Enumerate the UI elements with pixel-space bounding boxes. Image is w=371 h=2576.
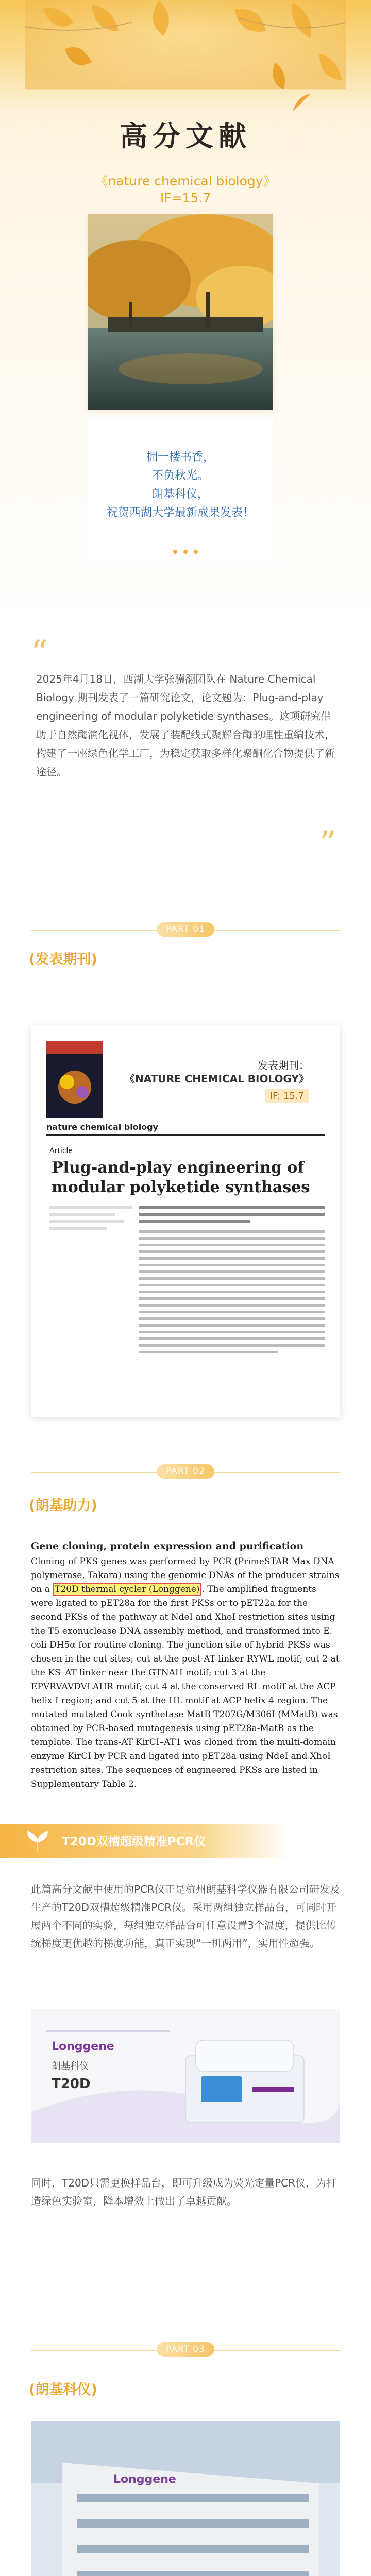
paper-author-block	[139, 1206, 325, 1358]
device-model: T20D	[52, 2076, 91, 2092]
product-description: 此篇高分文献中使用的PCR仪正是杭州朗基科学仪器有限公司研发及生产的T20D双槽超级精准PCR仪。采用两组独立样品台，可同时开展两个不同的实验，每组独立样品台可任意设置3个温度，提供比传统梯度更优越的梯度功能，真正实现“一机两用”，实用性超强。	[31, 1883, 340, 1950]
section-title-support: (朗基助力)	[29, 1498, 97, 1514]
device-caption: 朗基科仪	[52, 2061, 89, 2072]
greeting-card	[88, 417, 273, 562]
ginkgo-leaves-illustration	[0, 0, 371, 134]
pcr-device-image	[31, 2009, 340, 2143]
greeting-line-1: 拥一楼书香，	[146, 451, 214, 464]
article-type: Article	[49, 1147, 73, 1155]
methods-paragraph: Cloning of PKS genes was performed by PCR (PrimeSTAR Max DNA polymerase, Takara) using the genomic DNAs of the producer strains on a T20D thermal cycler (Longgene) . The amplified fragments were ligated to pET28a for the first PKSs or to pET22a for the second PKSs of the pathway at NdeI and XhoI restriction sites using the T5 exonuclease DNA assembly method, and transformed into E. coli DH5α for routine cloning. The junction site of hybrid PKSs was chosen in the cut sites; cut at the post-AT linker RYWL motif; cut 2 at the KS–AT linker near the GTNAH motif; cut 3 at the EPVRVAVDVLAHR motif; cut 4 at the conserved RL motif at the ACP helix I region; and cut 5 at the HL motif at ACP helix 4 region. The mutated mutated Cook synthetase MatB T207G/M306I (MMatB) was obtained by PCR-based mutagenesis using pET28a-MatB as the template. The trans-AT KirCI–AT1 was cloned from the multi-domain enzyme KirCI by PCR and ligated into pET28a using NdeI and XhoI restriction sites. The sequences of engineered PKSs are listed in Supplementary Table 2.	[31, 1556, 340, 1789]
decorative-dots	[0, 546, 371, 556]
device-brand: Longgene	[52, 2040, 114, 2053]
product-upgrade-text: 同时，T20D只需更换样品台，即可升级成为荧光定量PCR仪，为打造绿色实验室，降本增效上做出了卓越贡献。	[31, 2177, 336, 2207]
hero-impact-factor: IF=15.7	[160, 191, 211, 206]
journal-masthead: nature chemical biology	[46, 1122, 159, 1132]
paper-meta-column	[49, 1206, 132, 1234]
ginkgo-leaf-icon	[25, 1828, 50, 1854]
paper-screenshot	[31, 1025, 340, 1417]
highlighted-instrument: T20D thermal cycler (Longgene)	[53, 1583, 201, 1596]
part-01-pill: PART 01	[0, 922, 371, 937]
autumn-lake-photo	[88, 214, 273, 410]
product-banner-title: T20D双槽超级精准PCR仪	[62, 1835, 206, 1849]
section-title-journal: (发表期刊)	[29, 952, 97, 968]
journal-name: 《NATURE CHEMICAL BIOLOGY》	[124, 1073, 309, 1085]
methods-heading: Gene cloning, protein expression and purification	[31, 1540, 304, 1552]
building-sign: Longgene	[113, 2473, 176, 2486]
greeting-line-4: 祝贺西湖大学最新成果发表！	[106, 506, 254, 519]
greeting-line-3: 朗基科仪，	[151, 488, 209, 501]
close-quote-icon: ”	[319, 824, 336, 862]
greeting-line-2: 不负秋光。	[151, 469, 209, 482]
open-quote-icon: “	[31, 634, 48, 672]
paper-title: Plug-and-play engineering of modular polyketide synthases	[52, 1159, 310, 1196]
hero-title: 高分文献	[120, 120, 251, 152]
product-banner	[0, 1824, 289, 1858]
intro-paragraph: 2025年4月18日，西湖大学张骥翻团队在 Nature Chemical Biology 期刊发表了一篇研究论文，论文题为：Plug-and-play engineering of modular polyketide synthases。这项研究借助于自然酶演化视体，发展了装配线式聚解合酶的理性重编技术，构建了一座绿色化学工厂，为稳定获取多样化聚酮化合物提供了新途径。	[36, 673, 335, 778]
impact-factor-badge: IF: 15.7	[265, 1089, 309, 1103]
section-title-company: (朗基科仪)	[29, 2382, 97, 2398]
hero-section	[0, 0, 371, 629]
journal-label: 发表期刊：	[258, 1059, 309, 1072]
masthead-rule	[46, 1134, 325, 1136]
hero-journal-name: 《nature chemical biology》	[95, 174, 276, 189]
part-03-pill: PART 03	[0, 2342, 371, 2357]
methods-excerpt	[31, 1540, 340, 1791]
company-building-photo	[31, 2421, 340, 2576]
journal-cover-image	[46, 1041, 103, 1118]
part-02-pill: PART 02	[0, 1464, 371, 1479]
